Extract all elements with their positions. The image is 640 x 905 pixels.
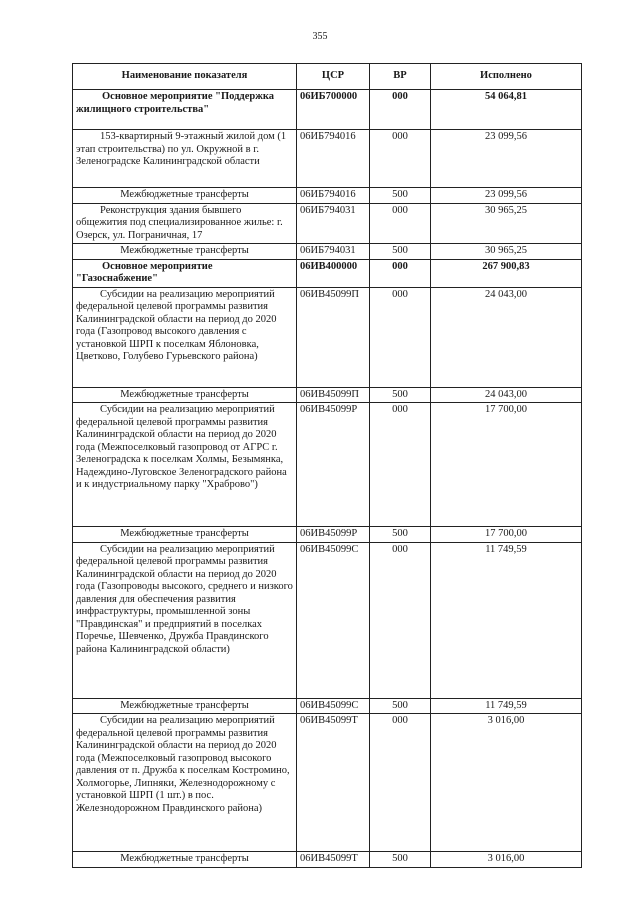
row-amount: 23 099,56 xyxy=(431,188,582,204)
row-name: Субсидии на реализацию мероприятий федеральной целевой программы развития Калининградской области на период до 2020 года (Газопровод высокого давления с установкой ШРП к поселкам Яблоновка, Цветково, Голубево Гурьевского района) xyxy=(73,287,297,387)
row-amount: 11 749,59 xyxy=(431,542,582,698)
row-vr: 000 xyxy=(370,287,431,387)
table-row xyxy=(73,244,582,260)
table-row xyxy=(73,714,582,852)
row-code: 06ИБ794016 xyxy=(297,130,370,188)
row-code: 06ИВ45099Р xyxy=(297,403,370,527)
row-code: 06ИВ45099С xyxy=(297,542,370,698)
table-row xyxy=(73,852,582,868)
row-code: 06ИВ400000 xyxy=(297,259,370,287)
row-amount: 11 749,59 xyxy=(431,698,582,714)
row-name: 153-квартирный 9-этажный жилой дом (1 этап строительства) по ул. Окружной в г. Зеленоградске Калининградской области xyxy=(73,130,297,188)
header-amount: Исполнено xyxy=(431,64,582,90)
row-name: Субсидии на реализацию мероприятий федеральной целевой программы развития Калининградской области на период до 2020 года (Газопроводы высокого, среднего и низкого давления для обеспечения развития инфраструктуры, промышленной зоны "Правдинская" и предприятий в поселках Поречье, Шевченко, Дружба Правдинского района Калининградской области) xyxy=(73,542,297,698)
row-amount: 30 965,25 xyxy=(431,203,582,244)
row-code: 06ИВ45099Т xyxy=(297,714,370,852)
row-code: 06ИБ794031 xyxy=(297,203,370,244)
row-vr: 000 xyxy=(370,130,431,188)
row-vr: 500 xyxy=(370,852,431,868)
row-amount: 23 099,56 xyxy=(431,130,582,188)
row-amount: 30 965,25 xyxy=(431,244,582,260)
row-vr: 500 xyxy=(370,527,431,543)
row-vr: 000 xyxy=(370,542,431,698)
row-vr: 000 xyxy=(370,259,431,287)
table-row xyxy=(73,203,582,244)
page-number: 355 xyxy=(312,31,328,42)
table-row xyxy=(73,259,582,287)
row-name: Субсидии на реализацию мероприятий федеральной целевой программы развития Калининградской области на период до 2020 года (Межпоселковый газопровод от АГРС г. Зеленоградска к поселкам Холмы, Безымянка, Надеждино-Луговское Зеленоградского района и к индустриальному парку "Храброво") xyxy=(73,403,297,527)
table-row xyxy=(73,188,582,204)
row-code: 06ИБ794031 xyxy=(297,244,370,260)
row-name: Субсидии на реализацию мероприятий федеральной целевой программы развития Калининградской области на период до 2020 года (Межпоселковый газопровод высокого давления от п. Дружба к поселкам Костромино, Холмогорье, Липняки, Железнодорожному с установкой ШРП (1 шт.) в пос. Железнодорожном Правдинского района) xyxy=(73,714,297,852)
table-header-row xyxy=(73,64,582,90)
row-name: Межбюджетные трансферты xyxy=(73,188,297,204)
row-code: 06ИВ45099С xyxy=(297,698,370,714)
row-code: 06ИВ45099Р xyxy=(297,527,370,543)
row-code: 06ИВ45099П xyxy=(297,287,370,387)
row-vr: 500 xyxy=(370,698,431,714)
row-name: Реконструкция здания бывшего общежития под специализированное жилье: г. Озерск, ул. Пограничная, 17 xyxy=(73,203,297,244)
table-row xyxy=(73,542,582,698)
row-code: 06ИБ794016 xyxy=(297,188,370,204)
row-amount: 3 016,00 xyxy=(431,714,582,852)
row-amount: 24 043,00 xyxy=(431,387,582,403)
row-name: Межбюджетные трансферты xyxy=(73,852,297,868)
header-name: Наименование показателя xyxy=(73,64,297,90)
row-amount: 3 016,00 xyxy=(431,852,582,868)
row-name: Межбюджетные трансферты xyxy=(73,387,297,403)
table-row xyxy=(73,130,582,188)
row-name: Основное мероприятие "Поддержка жилищного строительства" xyxy=(73,90,297,130)
row-name: Межбюджетные трансферты xyxy=(73,698,297,714)
row-vr: 000 xyxy=(370,90,431,130)
table-row xyxy=(73,287,582,387)
row-amount: 267 900,83 xyxy=(431,259,582,287)
table-row xyxy=(73,90,582,130)
row-amount: 17 700,00 xyxy=(431,527,582,543)
budget-table xyxy=(72,63,582,868)
table-row xyxy=(73,698,582,714)
table-row xyxy=(73,387,582,403)
row-code: 06ИВ45099П xyxy=(297,387,370,403)
row-vr: 500 xyxy=(370,387,431,403)
header-code: ЦСР xyxy=(297,64,370,90)
row-vr: 500 xyxy=(370,188,431,204)
row-vr: 000 xyxy=(370,203,431,244)
row-code: 06ИБ700000 xyxy=(297,90,370,130)
row-amount: 17 700,00 xyxy=(431,403,582,527)
row-name: Основное мероприятие "Газоснабжение" xyxy=(73,259,297,287)
row-amount: 54 064,81 xyxy=(431,90,582,130)
header-vr: ВР xyxy=(370,64,431,90)
table-row xyxy=(73,403,582,527)
row-vr: 500 xyxy=(370,244,431,260)
row-vr: 000 xyxy=(370,714,431,852)
row-amount: 24 043,00 xyxy=(431,287,582,387)
row-name: Межбюджетные трансферты xyxy=(73,244,297,260)
row-vr: 000 xyxy=(370,403,431,527)
table-row xyxy=(73,527,582,543)
row-name: Межбюджетные трансферты xyxy=(73,527,297,543)
row-code: 06ИВ45099Т xyxy=(297,852,370,868)
